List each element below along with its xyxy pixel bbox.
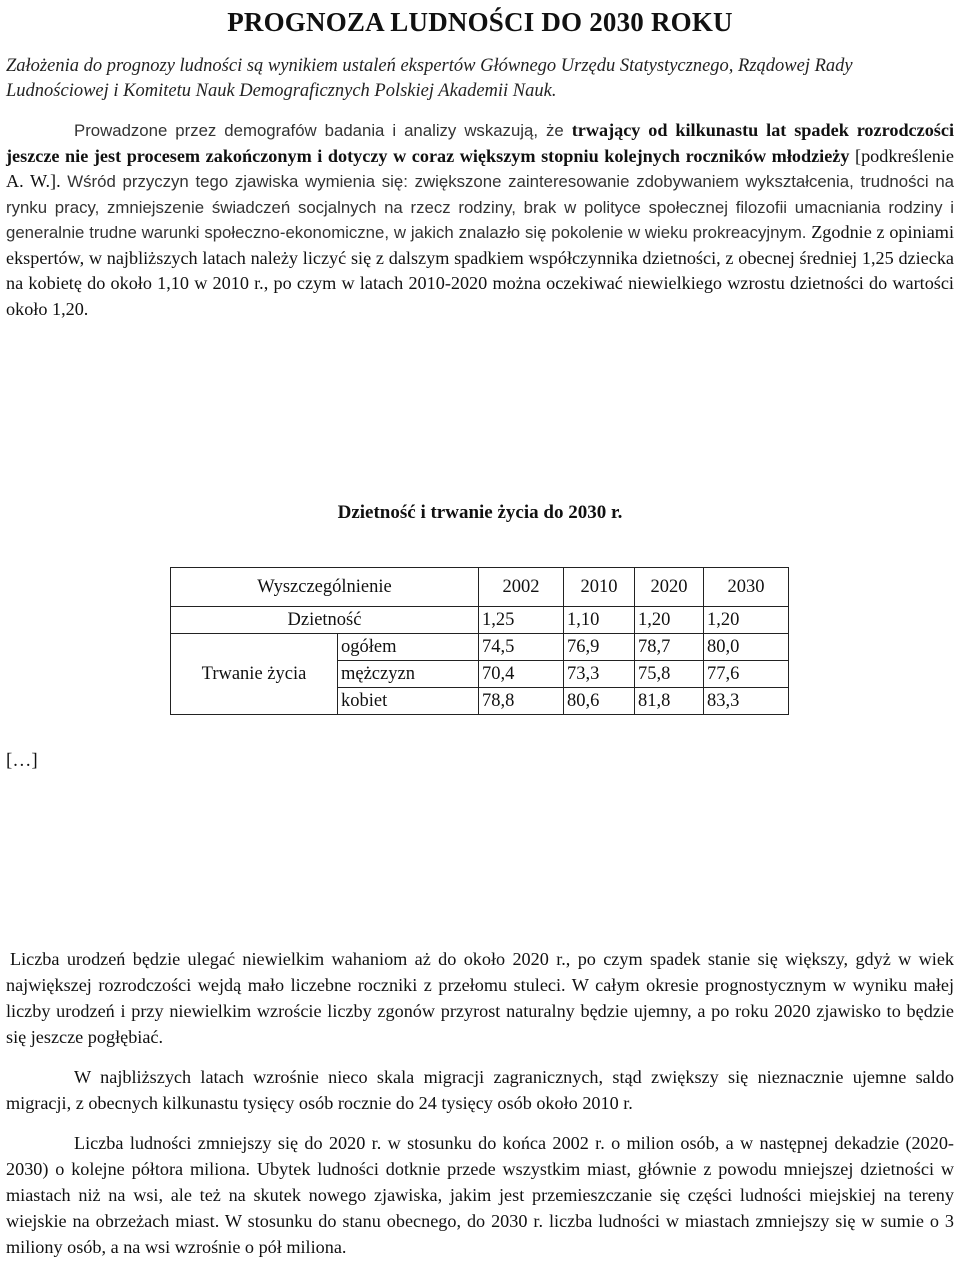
cell-value: 80,6 <box>564 688 635 715</box>
row-label: Dzietność <box>171 607 479 634</box>
omission-mark: […] <box>6 750 38 771</box>
cell-value: 77,6 <box>704 661 789 688</box>
paragraph-migration: W najbliższych latach wzrośnie nieco skala migracji zagranicznych, stąd zwiększy się nieznacznie ujemne saldo migracji, z obecnych kilkunastu tysięcy osób rocznie do 24 tysięcy osób około 2010 r. <box>6 1067 954 1113</box>
p1-text-d: Wśród przyczyn tego zjawiska wymienia się: zwiększone zainteresowanie zdobywaniem wykształcenia, trudności na rynku pracy, zmniejszenie świadczeń socjalnych na rzecz rodziny, brak w polityce społecznej filozofii umacniania rodziny i generalnie trudne warunki społeczno-ekonomiczne, w jakich znalazło się pokolenie w wieku prokreacyjnym. <box>6 172 955 242</box>
paragraph-births: Liczba urodzeń będzie ulegać niewielkim wahaniom aż do około 2020 r., po czym spadek stanie się większy, gdyż w wiek największej rozrodczości wejdą mało liczebne roczniki z przełomu stuleci. W całym okresie prognostycznym w wyniku małej liczby urodzeń i przy niewielkim wzroście liczby zgonów przyrost naturalny będzie ujemny, a po roku 2020 zjawisko to będzie się jeszcze pogłębiać. <box>6 949 954 1047</box>
p1-text-e: Zgodnie z opiniami ekspertów, w najbliższych latach należy liczyć się z dalszym spadkiem współczynnika dzietności, z obecnej średniej 1,25 dziecka na kobietę do około 1,10 w 2010 r., po czym w latach 2010-2020 można oczekiwać niewielkiego wzrostu dzietności do wartości około 1,20. <box>6 222 955 319</box>
cell-value: 70,4 <box>479 661 564 688</box>
intro-paragraph: Założenia do prognozy ludności są wynikiem ustaleń ekspertów Głównego Urzędu Statystycznego, Rządowej Rady Ludnościowej i Komitetu Nauk Demograficznych Polskiej Akademii Nauk. <box>6 56 853 101</box>
header-year: 2002 <box>479 568 564 607</box>
cell-value: 1,10 <box>564 607 635 634</box>
cell-value: 1,20 <box>704 607 789 634</box>
table-header-row <box>171 568 789 607</box>
cell-value: 76,9 <box>564 634 635 661</box>
row-label: ogółem <box>338 634 479 661</box>
p1-emphasis: trwający od kilkunastu lat spadek rozrodczości jeszcze nie jest procesem zakończonym i dotyczy w coraz większym stopniu kolejnych roczników młodzieży <box>6 120 954 166</box>
page-title: PROGNOZA LUDNOŚCI DO 2030 ROKU <box>227 7 733 37</box>
row-label: mężczyzn <box>338 661 479 688</box>
header-label: Wyszczególnienie <box>171 568 479 607</box>
cell-value: 73,3 <box>564 661 635 688</box>
p1-text-a: Prowadzone przez demografów badania i analizy wskazują, że <box>74 121 572 140</box>
cell-value: 80,0 <box>704 634 789 661</box>
row-group-label: Trwanie życia <box>171 634 338 715</box>
row-label: kobiet <box>338 688 479 715</box>
header-year: 2020 <box>635 568 704 607</box>
paragraph-fertility-decline <box>6 118 954 322</box>
header-year: 2010 <box>564 568 635 607</box>
cell-value: 74,5 <box>479 634 564 661</box>
cell-value: 81,8 <box>635 688 704 715</box>
cell-value: 78,8 <box>479 688 564 715</box>
table-row <box>171 607 789 634</box>
cell-value: 1,20 <box>635 607 704 634</box>
header-year: 2030 <box>704 568 789 607</box>
bottom-section <box>6 946 954 1260</box>
fertility-life-table <box>170 567 789 715</box>
cell-value: 83,3 <box>704 688 789 715</box>
cell-value: 1,25 <box>479 607 564 634</box>
p1-note: [podkreślenie A. W.]. <box>6 145 954 191</box>
cell-value: 75,8 <box>635 661 704 688</box>
table-row <box>171 634 789 661</box>
paragraph-population: Liczba ludności zmniejszy się do 2020 r. w stosunku do końca 2002 r. o milion osób, a w następnej dekadzie (2020-2030) o kolejne półtora miliona. Ubytek ludności dotknie przede wszystkim miast, głównie z powodu mniejszej dzietności w miastach niż na wsi, ale też na skutek nowego zjawiska, jakim jest przemieszczanie się części ludności miejskiej na tereny wiejskie na obrzeżach miast. W stosunku do stanu obecnego, do 2030 r. liczba ludności w miastach zmniejszy się w sumie o 3 miliony osób, a na wsi wzrośnie o pół miliona. <box>6 1133 954 1257</box>
table-title: Dzietność i trwanie życia do 2030 r. <box>337 502 623 523</box>
cell-value: 78,7 <box>635 634 704 661</box>
